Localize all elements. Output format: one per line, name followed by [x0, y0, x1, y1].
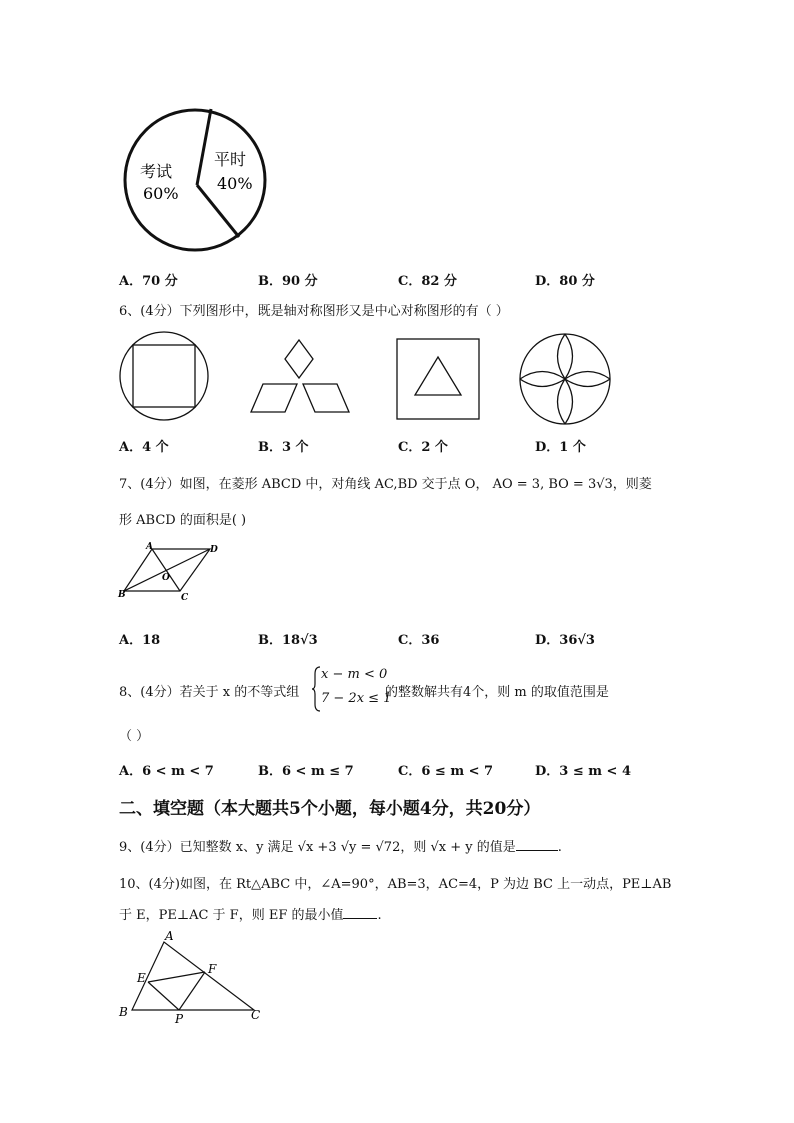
q8-system-line2: 7 − 2x ≤ 1 [321, 691, 392, 706]
q10-label-b: B [119, 1005, 128, 1019]
pie-label-regular: 平时 [214, 150, 247, 169]
q5-option-b[interactable]: B．90 分 [258, 274, 318, 289]
q6-option-a[interactable]: A．4 个 [119, 440, 169, 455]
pie-label-exam: 考试 [140, 162, 173, 181]
q9-question-text: 9、(4分）已知整数 x、y 满足 √x +3 √y = √72，则 √x + y 的值是 [119, 840, 516, 855]
q6-option-d[interactable]: D．1 个 [535, 440, 586, 455]
q10-label-p: P [175, 1012, 184, 1024]
q6-figure-circle-petals [518, 332, 612, 426]
q10-question-line1: 10、(4分)如图，在 Rt△ABC 中，∠A=90°，AB=3，AC=4，P 为边 BC 上一动点，PE⊥AB [119, 877, 672, 892]
q8-option-c[interactable]: C．6 ≤ m < 7 [398, 764, 494, 779]
q10-question-line2 [119, 904, 382, 923]
q10-label-f: F [208, 962, 217, 976]
q7-label-d: D [210, 545, 218, 555]
q6-option-b[interactable]: B．3 个 [258, 440, 309, 455]
q8-question-suffix: 的整数解共有4个，则 m 的取值范围是 [385, 685, 609, 700]
q5-option-d[interactable]: D．80 分 [535, 274, 595, 289]
q6-figure-circle-square [118, 330, 210, 422]
q10-label-e: E [137, 971, 146, 985]
q10-label-a: A [165, 929, 174, 943]
pie-value-regular: 40% [217, 174, 253, 193]
q8-system-line1: x − m < 0 [321, 667, 388, 682]
q9-answer-blank[interactable] [516, 839, 558, 851]
q8-brace-icon [311, 666, 321, 712]
q5-option-a[interactable]: A．70 分 [119, 274, 178, 289]
q7-option-a[interactable]: A．18 [119, 633, 161, 648]
q7-option-d[interactable]: D．36√3 [535, 633, 595, 648]
q7-label-a: A [146, 542, 153, 552]
q8-question-prefix: 8、(4分）若关于 x 的不等式组 [119, 685, 300, 700]
pie-value-exam: 60% [143, 184, 179, 203]
section-heading-fill-in: 二、填空题（本大题共5个小题，每小题4分，共20分） [119, 799, 541, 819]
pie-chart-figure [110, 95, 280, 265]
q7-label-c: C [181, 593, 189, 603]
q7-rhombus-figure [116, 540, 228, 604]
q8-answer-paren: （ ） [119, 729, 150, 744]
q6-question: 6、(4分）下列图形中，既是轴对称图形又是中心对称图形的有（ ） [119, 304, 509, 319]
q6-figure-square-triangle [395, 337, 481, 421]
q6-option-c[interactable]: C．2 个 [398, 440, 448, 455]
q10-label-c: C [251, 1008, 261, 1022]
q7-option-b[interactable]: B．18√3 [258, 633, 318, 648]
q7-question-line2: 形 ABCD 的面积是( ) [119, 513, 247, 528]
q7-question-line1: 7、(4分）如图，在菱形 ABCD 中，对角线 AC,BD 交于点 O， AO = 3, BO = 3√3，则菱 [119, 477, 652, 492]
q9-question-end: . [557, 840, 562, 855]
q8-option-b[interactable]: B．6 < m ≤ 7 [258, 764, 354, 779]
q10-question-end: . [377, 908, 382, 923]
q8-option-a[interactable]: A．6 < m < 7 [119, 764, 214, 779]
q6-figure-three-rhombi [249, 338, 351, 418]
q9-question [119, 836, 562, 855]
q10-triangle-figure [112, 928, 272, 1024]
q7-label-o: O [162, 573, 170, 583]
q10-answer-blank[interactable] [343, 907, 377, 919]
q7-option-c[interactable]: C．36 [398, 633, 440, 648]
q5-option-c[interactable]: C．82 分 [398, 274, 457, 289]
q7-label-b: B [118, 590, 126, 600]
q10-question-line2-text: 于 E，PE⊥AC 于 F，则 EF 的最小值 [119, 908, 344, 923]
q8-option-d[interactable]: D．3 ≤ m < 4 [535, 764, 632, 779]
